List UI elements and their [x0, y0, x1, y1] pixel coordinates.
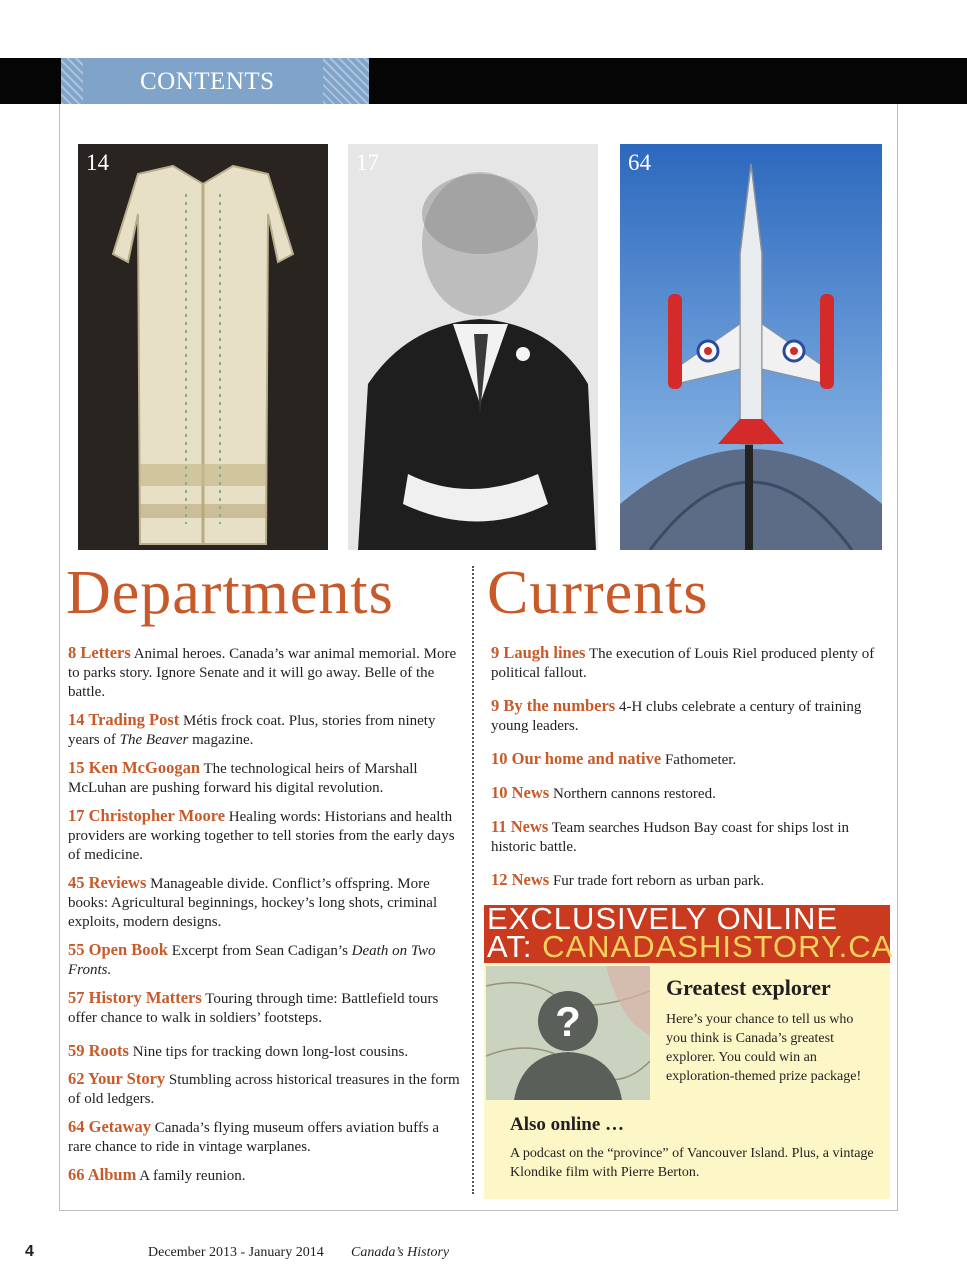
department-entry[interactable]: 15 Ken McGoogan The technological heirs of Marshall McLuhan are pushing forward his digital revolution.: [68, 758, 418, 796]
photo-page-number: 17: [356, 150, 379, 175]
jet-illustration: [620, 144, 882, 550]
feature-text: Here’s your chance to tell us who you think is Canada’s greatest explorer. You could win an exploration-themed prize package!: [666, 1012, 862, 1084]
online-url-line[interactable]: AT: CANADASHISTORY.CA: [487, 929, 894, 964]
department-entry[interactable]: 57 History Matters Touring through time: Battlefield tours offer chance to walk in soldiers’ footsteps.: [68, 988, 439, 1026]
currents-title: Currents: [487, 559, 709, 627]
currents-entry[interactable]: 10 News Northern cannons restored.: [491, 783, 716, 802]
feature-title: Greatest explorer: [666, 975, 831, 1000]
section-label: CONTENTS: [140, 68, 275, 95]
photo-page-number: 64: [628, 150, 651, 175]
department-entry[interactable]: 45 Reviews Manageable divide. Conflict’s offspring. More books: Agricultural beginnings, hockey’s long shots, criminal exploits, modern designs.: [68, 873, 438, 930]
also-online-title: Also online …: [510, 1114, 625, 1135]
currents-entry[interactable]: 9 Laugh lines The execution of Louis Riel produced plenty of political fallout.: [491, 643, 875, 681]
online-heading: EXCLUSIVELY ONLINE: [487, 901, 839, 936]
photo-portrait: [348, 144, 598, 550]
portrait-illustration: [348, 144, 598, 550]
website-link[interactable]: CANADASHISTORY.CA: [542, 929, 894, 964]
department-entry[interactable]: 59 Roots Nine tips for tracking down long-lost cousins.: [68, 1041, 409, 1060]
also-online-text: A podcast on the “province” of Vancouver Island. Plus, a vintage Klondike film with Pierre Berton.: [510, 1146, 874, 1180]
currents-entry[interactable]: 10 Our home and native Fathometer.: [491, 749, 737, 768]
svg-text:?: ?: [555, 998, 581, 1045]
photo-jet: [620, 144, 882, 550]
department-entry[interactable]: 62 Your Story Stumbling across historical treasures in the form of old ledgers.: [68, 1069, 460, 1107]
photo-page-number: 14: [86, 150, 109, 175]
department-entry[interactable]: 64 Getaway Canada’s flying museum offers aviation buffs a rare chance to ride in vintage warplanes.: [68, 1117, 440, 1155]
page-number: 4: [25, 1243, 34, 1260]
department-entry[interactable]: 55 Open Book Excerpt from Sean Cadigan’s Death on Two Fronts.: [68, 940, 436, 978]
photo-frock-coat: [78, 144, 328, 550]
explorer-silhouette-image: [486, 966, 650, 1100]
magazine-name: Canada’s History: [351, 1245, 450, 1260]
department-entry[interactable]: 8 Letters Animal heroes. Canada’s war animal memorial. More to parks story. Ignore Senate and it will go away. Belle of the battle.: [68, 643, 457, 700]
departments-title: Departments: [66, 559, 394, 627]
column-divider: [472, 566, 474, 1194]
department-entry[interactable]: 17 Christopher Moore Healing words: Historians and health providers are working together to tell stories from the early days of medicine.: [68, 806, 455, 863]
issue-date: December 2013 - January 2014: [148, 1245, 324, 1260]
map-silhouette-illustration: [486, 966, 650, 1100]
currents-entry[interactable]: 11 News Team searches Hudson Bay coast for ships lost in historic battle.: [491, 817, 850, 855]
currents-entry[interactable]: 9 By the numbers 4-H clubs celebrate a century of training young leaders.: [491, 696, 862, 734]
frock-coat-illustration: [78, 144, 328, 550]
currents-entry[interactable]: 12 News Fur trade fort reborn as urban park.: [491, 870, 765, 889]
department-entry[interactable]: 66 Album A family reunion.: [68, 1165, 246, 1184]
department-entry[interactable]: 14 Trading Post Métis frock coat. Plus, stories from ninety years of The Beaver magazine.: [68, 710, 436, 748]
